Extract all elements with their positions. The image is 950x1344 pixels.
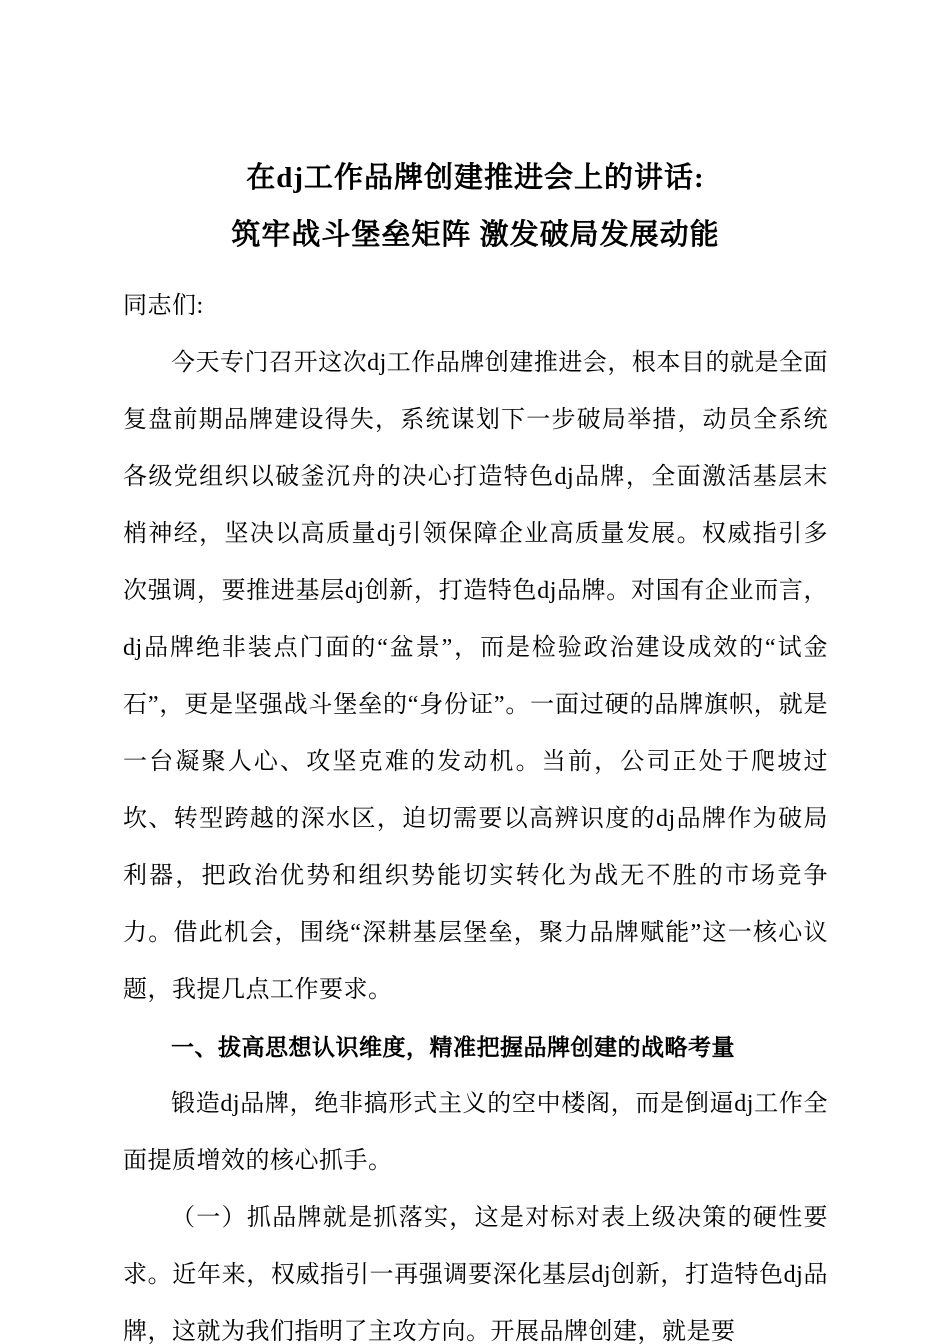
section-heading: 一、拔高思想认识维度，精准把握品牌创建的战略考量 — [171, 1034, 735, 1060]
document-title-line-2: 筑牢战斗堡垒矩阵 激发破局发展动能 — [231, 219, 720, 251]
paragraph: 锻造dj品牌，绝非搞形式主义的空中楼阁，而是倒逼dj工作全面提质增效的核心抓手。 — [123, 1091, 828, 1174]
paragraph: （一）抓品牌就是抓落实，这是对标对表上级决策的硬性要求。近年来，权威指引一再强调要深化基层dj创新，打造特色dj品牌，这就为我们指明了主攻方向。开展品牌创建，就是要 — [123, 1205, 828, 1344]
paragraph: 今天专门召开这次dj工作品牌创建推进会，根本目的就是全面复盘前期品牌建设得失，系统谋划下一步破局举措，动员全系统各级党组织以破釜沉舟的决心打造特色dj品牌，全面激活基层末梢神经，坚决以高质量dj引领保障企业高质量发展。权威指引多次强调，要推进基层dj创新，打造特色dj品牌。对国有企业而言，dj品牌绝非装点门面的“盆景”，而是检验政治建设成效的“试金石”，更是坚强战斗堡垒的“身份证”。一面过硬的品牌旗帜，就是一台凝聚人心、攻坚克难的发动机。当前，公司正处于爬坡过坎、转型跨越的深水区，迫切需要以高辨识度的dj品牌作为破局利器，把政治优势和组织势能切实转化为战无不胜的市场竞争力。借此机会，围绕“深耕基层堡垒，聚力品牌赋能”这一核心议题，我提几点工作要求。 — [123, 350, 828, 1003]
document-body — [123, 278, 828, 1344]
document-title-line-1: 在dj工作品牌创建推进会上的讲话: — [246, 162, 705, 194]
document-title — [123, 150, 828, 264]
paragraph: 同志们: — [123, 293, 204, 319]
